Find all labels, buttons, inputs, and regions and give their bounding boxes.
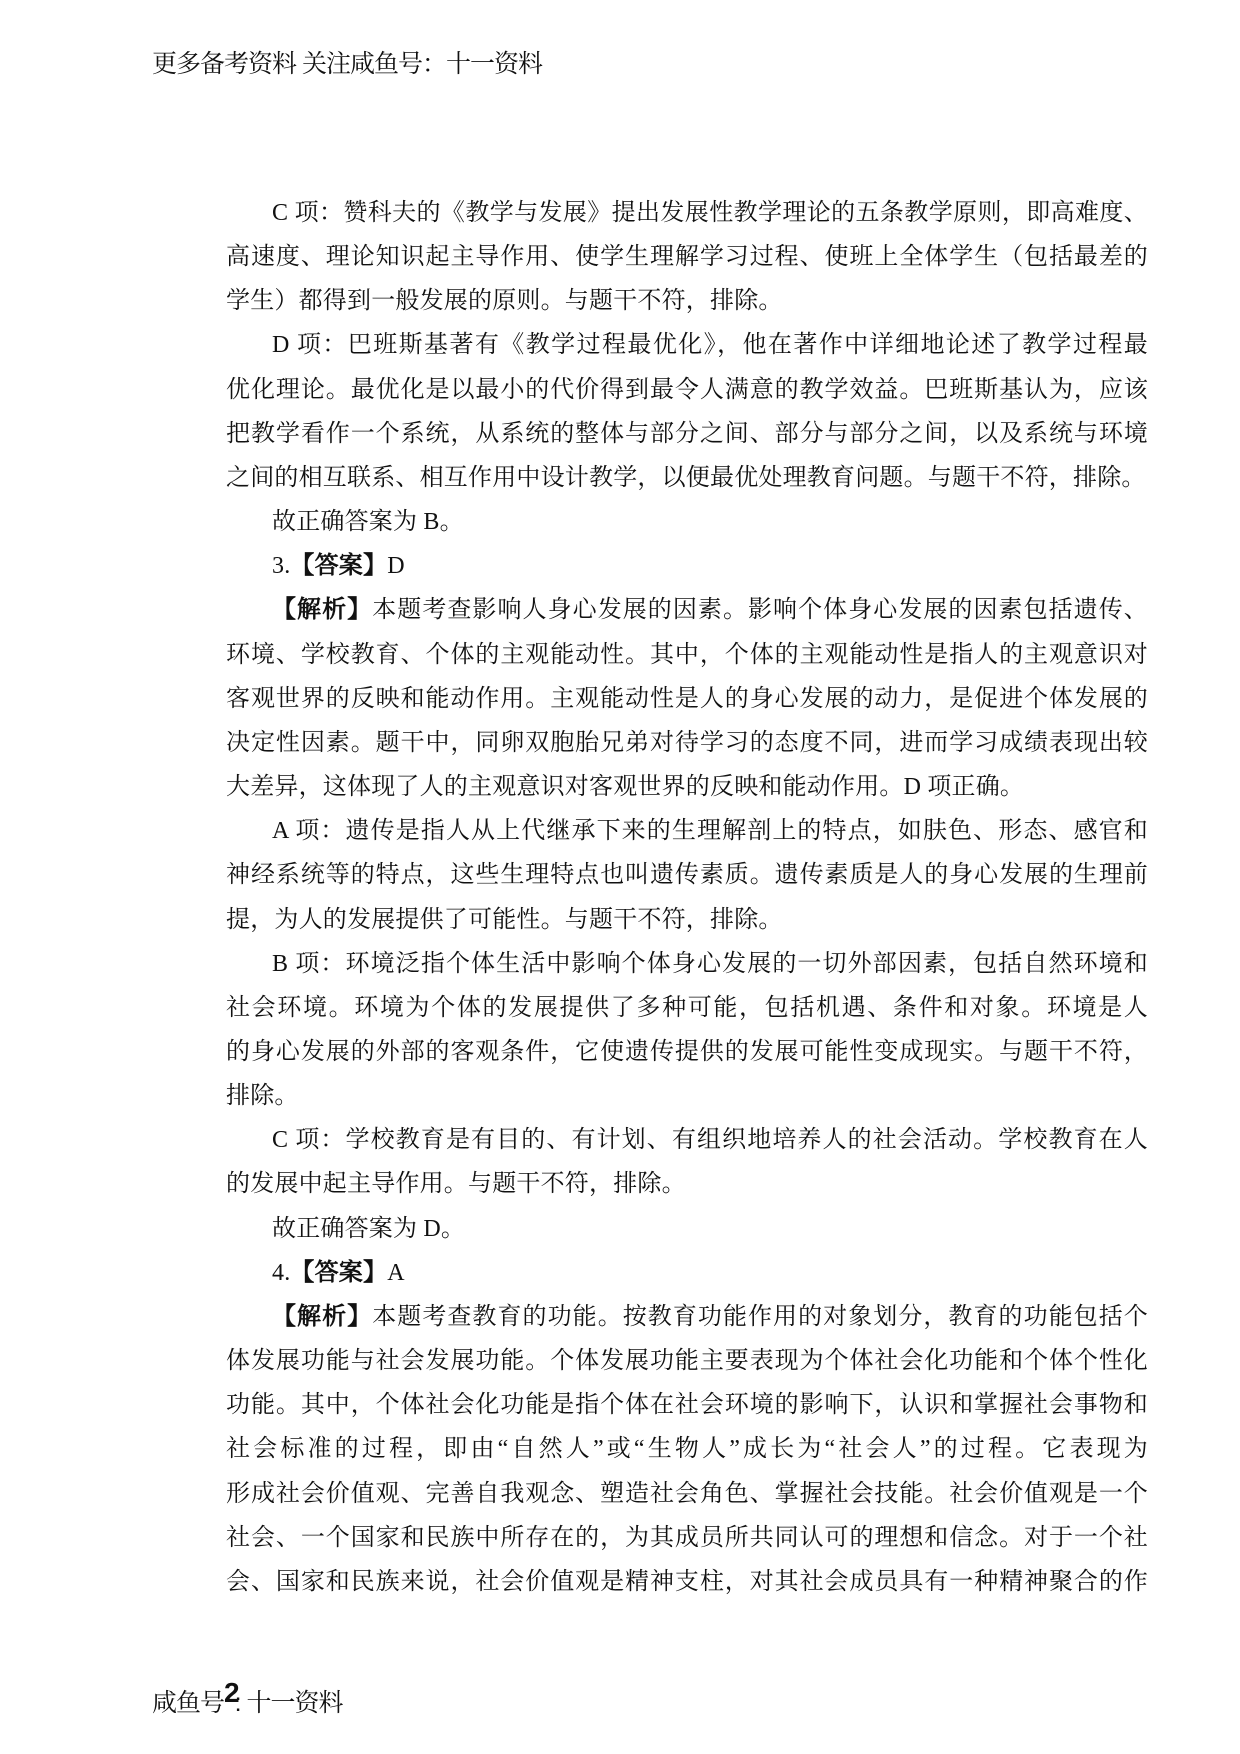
footer-prefix: 咸鱼号	[152, 1689, 225, 1717]
text-line	[226, 853, 1148, 897]
bold-label: 【解析】	[272, 596, 373, 624]
text-line	[226, 986, 1148, 1030]
text-segment: 客观世界的反映和能动作用。主观能动性是人的身心发展的动力，是促进个体发展的	[226, 685, 1148, 712]
text-segment: 学生）都得到一般发展的原则。与题干不符，排除。	[226, 288, 783, 315]
text-line	[226, 809, 1148, 853]
page-footer	[152, 1677, 343, 1719]
text-segment: C 项：赞科夫的《教学与发展》提出发展性教学理论的五条教学原则，即高难度、	[272, 200, 1148, 226]
footer-suffix: : 十一资料	[234, 1689, 343, 1717]
text-segment: 功能。其中，个体社会化功能是指个体在社会环境的影响下，认识和掌握社会事物和	[226, 1392, 1148, 1419]
text-line	[226, 1074, 1148, 1118]
text-segment: 高速度、理论知识起主导作用、使学生理解学习过程、使班上全体学生（包括最差的	[226, 244, 1148, 271]
page-header-watermark: 更多备考资料 关注咸鱼号：十一资料	[152, 50, 542, 78]
text-segment: A 项：遗传是指人从上代继承下来的生理解剖上的特点，如肤色、形态、感官和	[272, 818, 1148, 845]
text-segment: 的身心发展的外部的客观条件，它使遗传提供的发展可能性变成现实。与题干不符，	[226, 1038, 1148, 1065]
text-line	[226, 721, 1148, 765]
text-segment: 社会环境。环境为个体的发展提供了多种可能，包括机遇、条件和对象。环境是人	[226, 994, 1148, 1021]
text-line	[226, 456, 1148, 500]
text-segment: B 项：环境泛指个体生活中影响个体身心发展的一切外部因素，包括自然环境和	[272, 950, 1148, 977]
text-segment: 4.	[272, 1259, 291, 1286]
text-segment: 之间的相互联系、相互作用中设计教学，以便最优处理教育问题。与题干不符，排除。	[226, 464, 1146, 491]
text-segment: 故正确答案为 D。	[272, 1215, 466, 1242]
text-segment: 社会标准的过程，即由“自然人”或“生物人”成长为“社会人”的过程。它表现为	[226, 1436, 1148, 1463]
text-line	[226, 942, 1148, 986]
text-line	[226, 677, 1148, 721]
bold-label: 【答案】	[290, 1258, 388, 1286]
text-segment: 故正确答案为 B。	[272, 509, 464, 536]
text-line	[226, 1207, 1148, 1251]
text-line	[226, 368, 1148, 412]
text-line	[226, 1427, 1148, 1471]
text-segment: 的发展中起主导作用。与题干不符，排除。	[226, 1171, 686, 1198]
text-line	[226, 1339, 1148, 1383]
text-line	[226, 544, 1148, 588]
text-line	[226, 235, 1148, 279]
bold-label: 【解析】	[272, 1302, 373, 1330]
text-segment: 把教学看作一个系统，从系统的整体与部分之间、部分与部分之间，以及系统与环境	[226, 420, 1148, 447]
text-line	[226, 588, 1148, 632]
document-body	[226, 191, 1148, 1604]
text-line	[226, 279, 1148, 323]
text-line	[226, 765, 1148, 809]
text-line	[226, 1516, 1148, 1560]
text-segment: 神经系统等的特点，这些生理特点也叫遗传素质。遗传素质是人的身心发展的生理前	[226, 862, 1148, 889]
text-line	[226, 1472, 1148, 1516]
text-segment: 提，为人的发展提供了可能性。与题干不符，排除。	[226, 906, 783, 933]
text-segment: 排除。	[226, 1083, 299, 1110]
text-segment: D	[387, 553, 405, 580]
text-line	[226, 323, 1148, 367]
text-segment: 本题考查影响人身心发展的因素。影响个体身心发展的因素包括遗传、	[372, 597, 1148, 624]
text-segment: C 项：学校教育是有目的、有计划、有组织地培养人的社会活动。学校教育在人	[272, 1127, 1148, 1154]
page-number: 2	[224, 1677, 239, 1708]
text-line	[226, 191, 1148, 235]
text-line	[226, 412, 1148, 456]
text-segment: 3.	[272, 553, 291, 580]
text-segment: A	[387, 1259, 405, 1286]
text-line	[226, 1251, 1148, 1295]
text-line	[226, 633, 1148, 677]
text-segment: 社会、一个国家和民族中所存在的，为其成员所共同认可的理想和信念。对于一个社	[226, 1524, 1148, 1551]
text-line	[226, 1162, 1148, 1206]
bold-label: 【答案】	[290, 552, 388, 580]
text-segment: 决定性因素。题干中，同卵双胞胎兄弟对待学习的态度不同，进而学习成绩表现出较	[226, 729, 1148, 756]
text-segment: 形成社会价值观、完善自我观念、塑造社会角色、掌握社会技能。社会价值观是一个	[226, 1480, 1148, 1507]
text-segment: 环境、学校教育、个体的主观能动性。其中，个体的主观能动性是指人的主观意识对	[226, 641, 1148, 668]
text-line	[226, 1383, 1148, 1427]
text-segment: 体发展功能与社会发展功能。个体发展功能主要表现为个体社会化功能和个体个性化	[226, 1348, 1148, 1375]
text-line	[226, 500, 1148, 544]
text-segment: 本题考查教育的功能。按教育功能作用的对象划分，教育的功能包括个	[372, 1303, 1148, 1330]
text-line	[226, 1295, 1148, 1339]
text-line	[226, 1118, 1148, 1162]
text-segment: 会、国家和民族来说，社会价值观是精神支柱，对其社会成员具有一种精神聚合的作	[226, 1568, 1148, 1595]
text-segment: 优化理论。最优化是以最小的代价得到最令人满意的教学效益。巴班斯基认为，应该	[226, 376, 1148, 403]
text-segment: D 项：巴班斯基著有《教学过程最优化》，他在著作中详细地论述了教学过程最	[272, 332, 1148, 359]
text-line	[226, 1560, 1148, 1604]
text-line	[226, 898, 1148, 942]
text-line	[226, 1030, 1148, 1074]
text-segment: 大差异，这体现了人的主观意识对客观世界的反映和能动作用。D 项正确。	[226, 774, 1025, 801]
